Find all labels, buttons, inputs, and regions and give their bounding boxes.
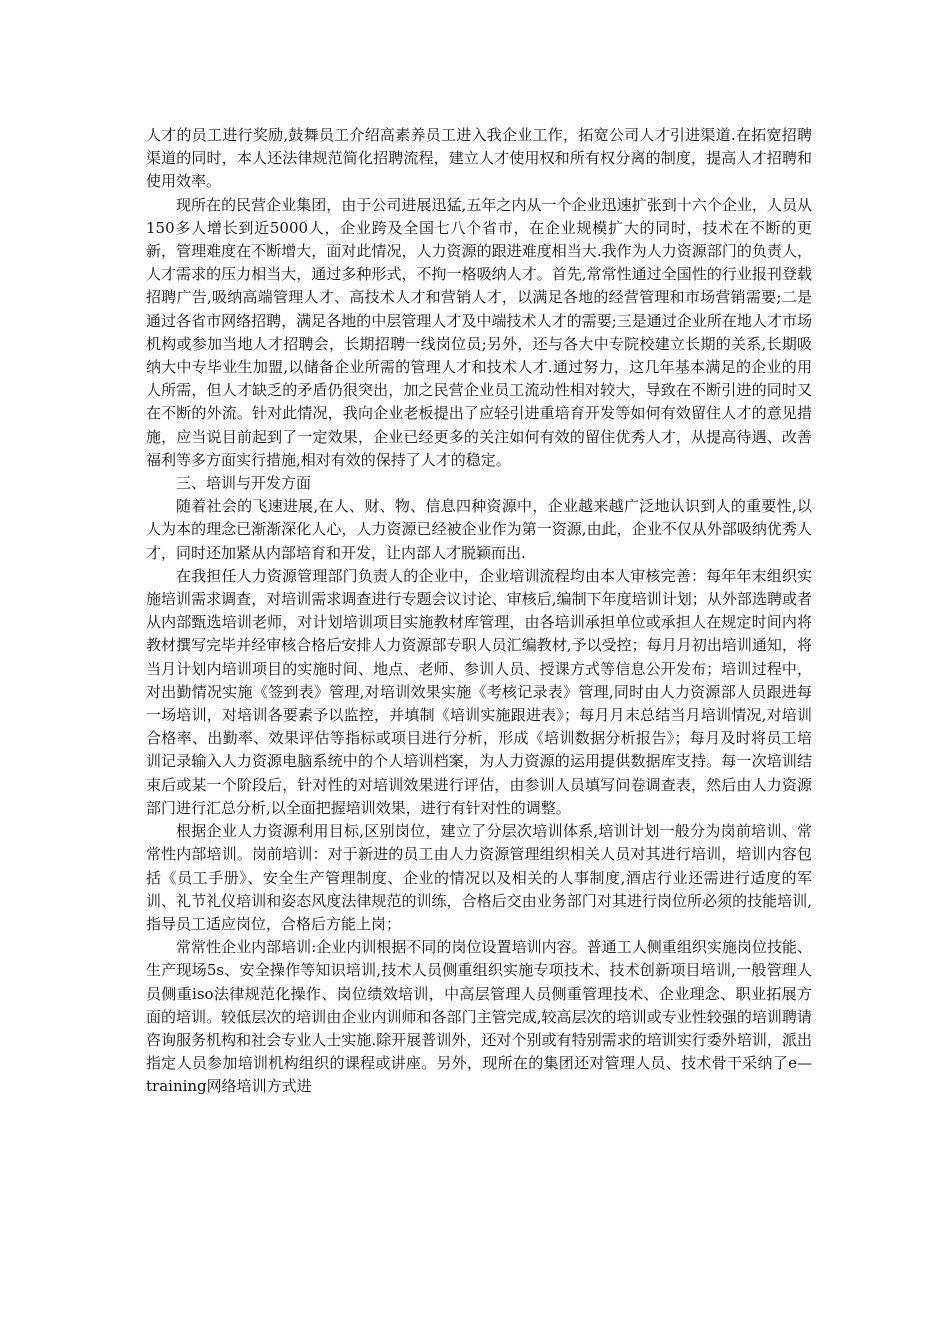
section-heading-training: 三、培训与开发方面 — [176, 474, 312, 493]
paragraph-training-process: 在我担任人力资源管理部门负责人的企业中，企业培训流程均由本人审核完善：每年年末组织实施培训需求调查，对培训需求调查进行专题会议讨论、审核后,编制下年度培训计划；从外部选聘或者从内部甄选培训老师，对计划培训项目实施教材库管理，由各培训承担单位或承担人在规定时间内将教材撰写完毕并经审核合格后安排人力资源部专职人员汇编教材,予以受控；每月月初出培训通知，将当月计划内培训项目的实施时间、地点、老师、参训人员、授课方式等信息公开发布；培训过程中，对出勤情况实施《签到表》管理,对培训效果实施《考核记录表》管理,同时由人力资源部人员跟进每一场培训，对培训各要素予以监控，并填制《培训实施跟进表》；每月月末总结当月培训情况,对培训合格率、出勤率、效果评估等指标或项目进行分析，形成《培训数据分析报告》；每月及时将员工培训记录输入人力资源电脑系统中的个人培训档案，为人力资源的运用提供数据库支持。每一次培训结束后或某一个阶段后，针对性的对培训效果进行评估，由参训人员填写问卷调查表，然后由人力资源部门进行汇总分析,以全面把握培训效果，进行有针对性的调整。 — [146, 566, 812, 817]
paragraph-training-intro: 随着社会的飞速进展,在人、财、物、信息四种资源中，企业越来越广泛地认识到人的重要性,以人为本的理念已渐渐深化人心，人力资源已经被企业作为第一资源,由此，企业不仅从外部吸纳优秀人才，同时还加紧从内部培育和开发，让内部人才脱颖而出. — [146, 497, 812, 562]
paragraph-recruitment-continuation: 人才的员工进行奖励,鼓舞员工介绍高素养员工进入我企业工作，拓宽公司人才引进渠道.在拓宽招聘渠道的同时，本人还法律规范简化招聘流程，建立人才使用权和所有权分离的制度，提高人才招聘和使用效率。 — [146, 126, 812, 191]
paragraph-internal-training: 常常性企业内部培训:企业内训根据不同的岗位设置培训内容。普通工人侧重组织实施岗位技能、生产现场5s、安全操作等知识培训,技术人员侧重组织实施专项技术、技术创新项目培训,一般管理人员侧重iso法律规范化操作、岗位绩效培训，中高层管理人员侧重管理技术、企业理念、职业拓展方面的培训。较低层次的培训由企业内训师和各部门主管完成,较高层次的培训或专业性较强的培训聘请咨询服务机构和社会专业人士实施.除开展普训外，还对个别或有特别需求的培训实行委外培训，派出指定人员参加培训机构组织的课程或讲座。另外，现所在的集团还对管理人员、技术骨干采纳了e—training网络培训方式进 — [146, 938, 812, 1096]
paragraph-pre-job-training: 根据企业人力资源利用目标,区别岗位，建立了分层次培训体系,培训计划一般分为岗前培训、常常性内部培训。岗前培训：对于新进的员工由人力资源管理组织相关人员对其进行培训，培训内容包括《员工手册》、安全生产管理制度、企业的情况以及相关的人事制度,酒店行业还需进行适度的军训、礼节礼仪培训和姿态风度法律规范的训练，合格后交由业务部门对其进行岗位所必须的技能培训,指导员工适应岗位，合格后方能上岗； — [146, 822, 812, 933]
document-body — [146, 124, 812, 1099]
paragraph-talent-acquisition: 现所在的民营企业集团，由于公司进展迅猛,五年之内从一个企业迅速扩张到十六个企业，人员从150多人增长到近5000人，企业跨及全国七八个省市，在企业规模扩大的同时，技术在不断的更新，管理难度在不断增大，面对此情况，人力资源的跟进难度相当大.我作为人力资源部门的负责人，人才需求的压力相当大，通过多种形式，不拘一格吸纳人才。首先,常常性通过全国性的行业报刊登载招聘广告,吸纳高端管理人才、高技术人才和营销人才，以满足各地的经营管理和市场营销需要;二是通过各省市网络招聘，满足各地的中层管理人才及中端技术人才的需要;三是通过企业所在地人才市场机构或参加当地人才招聘会，长期招聘一线岗位员;另外，还与各大中专院校建立长期的关系,长期吸纳大中专毕业生加盟,以储备企业所需的管理人才和技术人才.通过努力，这几年基本满足的企业的用人所需，但人才缺乏的矛盾仍很突出，加之民营企业员工流动性相对较大，导致在不断引进的同时又在不断的外流。针对此情况，我向企业老板提出了应轻引进重培育开发等如何有效留住人才的意见措施，应当说目前起到了一定效果，企业已经更多的关注如何有效的留住优秀人才，从提高待遇、改善福利等多方面实行措施,相对有效的保持了人才的稳定。 — [146, 195, 812, 469]
